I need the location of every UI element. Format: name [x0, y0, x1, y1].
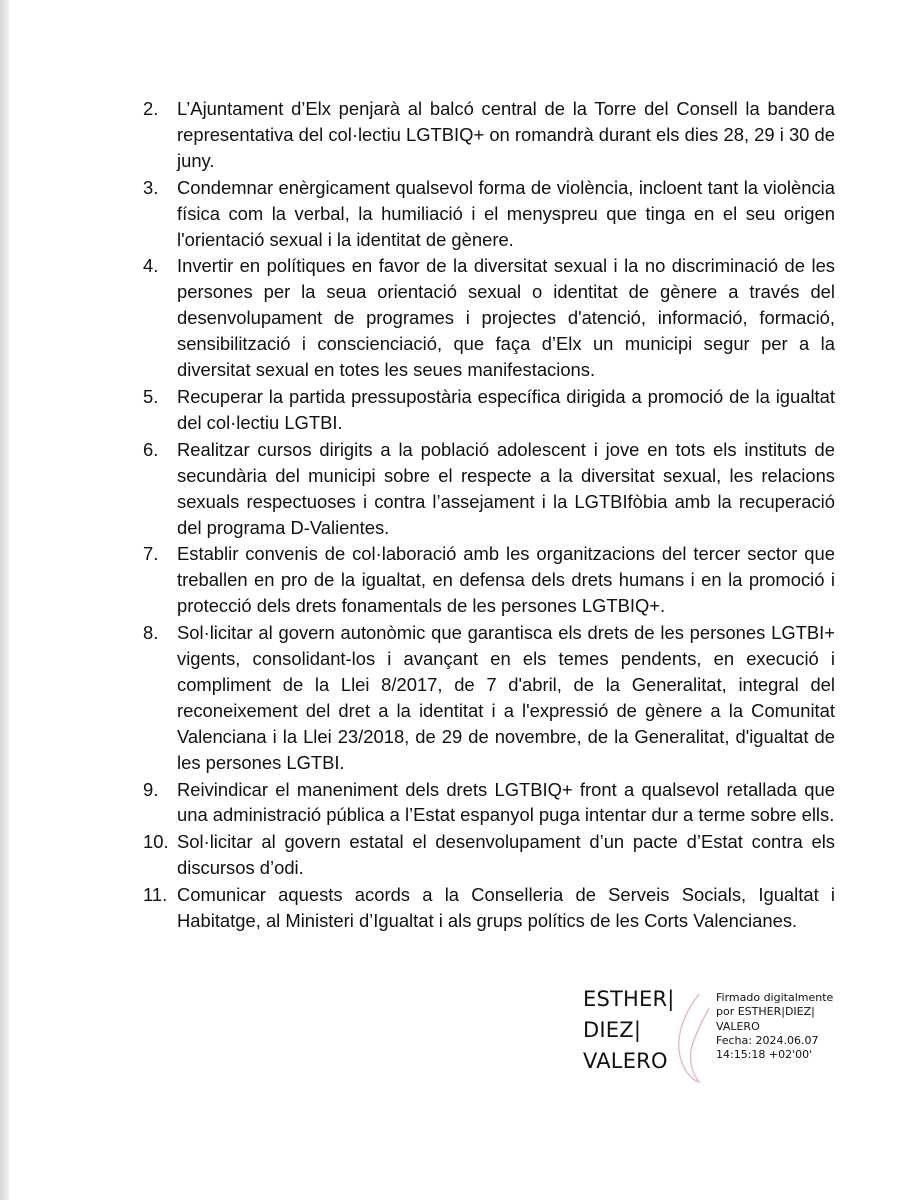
item-number: 8. — [143, 622, 159, 644]
list-item — [143, 253, 835, 383]
item-number: 6. — [143, 438, 159, 460]
item-text: Reivindicar el maneniment dels drets LGTBIQ+ front a qualsevol retallada que una administració pública a l’Estat espanyol puga intentar dur a terme sobre ells. — [177, 778, 835, 826]
list-item — [143, 437, 835, 541]
item-number: 10. — [143, 831, 169, 853]
signature-detail-line: 14:15:18 +02'00' — [716, 1048, 813, 1062]
page-edge — [0, 0, 9, 1200]
digital-signature — [583, 984, 853, 1084]
item-number: 5. — [143, 385, 159, 407]
list-item — [143, 384, 835, 436]
item-text: Condemnar enèrgicament qualsevol forma de violència, incloent tant la violència física com la verbal, la humiliació i el menyspreu que tinga en el seu origen l'orientació sexual i la identitat de gènere. — [177, 176, 835, 250]
item-text: Sol·licitar al govern estatal el desenvolupament d’un pacte d’Estat contra els discursos d’odi. — [177, 831, 835, 879]
signer-name — [583, 984, 675, 1077]
item-text: L’Ajuntament d’Elx penjarà al balcó central de la Torre del Consell la bandera representativa del col·lectiu LGTBIQ+ on romandrà durant els dies 28, 29 i 30 de juny. — [177, 98, 835, 171]
list-item — [143, 882, 835, 934]
item-text: Establir convenis de col·laboració amb les organitzacions del tercer sector que treballen en pro de la igualtat, en defensa dels drets humans i en la promoció i protecció dels drets fonamentals de les persones LGTBIQ+. — [177, 543, 835, 617]
item-text: Sol·licitar al govern autonòmic que garantisca els drets de les persones LGTBI+ vigents, consolidant-los i avançant en els temes pendents, en execució i compliment de la Llei 8/2017, de 7 d'abril, de la Generalitat, integral del reconeixement del dret a la identitat i a l'expressió de gènere a la Comunitat Valenciana i la Llei 23/2018, de 29 de novembre, de la Generalitat, d'igualtat de les persones LGTBI. — [177, 622, 835, 773]
list-item — [143, 777, 835, 829]
list-item — [143, 96, 835, 174]
signature-detail-line: Firmado digitalmente — [716, 991, 834, 1004]
signer-name-line: VALERO — [583, 1049, 668, 1073]
item-number: 9. — [143, 778, 159, 800]
signature-mark-icon — [669, 990, 715, 1084]
signer-name-line: ESTHER| — [583, 987, 675, 1011]
item-text: Recuperar la partida pressupostària específica dirigida a promoció de la igualtat del col·lectiu LGTBI. — [177, 385, 835, 433]
item-text: Invertir en polítiques en favor de la diversitat sexual i la no discriminació de les persones per la seua orientació sexual o identitat de gènere a través del desenvolupament de programes i projectes d'atenció, informació, formació, sensibilització i conscienciació, que faça d’Elx un municipi segur per a la diversitat sexual en totes les seues manifestacions. — [177, 255, 835, 381]
signature-details — [716, 991, 833, 1062]
item-number: 3. — [143, 176, 159, 198]
list-item — [143, 829, 835, 881]
item-text: Comunicar aquests acords a la Conselleria de Serveis Socials, Igualtat i Habitatge, al Ministeri d’Igualtat i als grups polítics de les Corts Valencianes. — [177, 884, 835, 932]
signature-detail-line: por ESTHER|DIEZ| — [716, 1005, 815, 1019]
item-number: 4. — [143, 255, 159, 277]
signer-name-line: DIEZ| — [583, 1018, 642, 1042]
agreement-list — [143, 96, 835, 935]
item-text: Realitzar cursos dirigits a la població adolescent i jove en tots els instituts de secundària del municipi sobre el respecte a la diversitat sexual, les relacions sexuals respectuoses i contra l’assejament i la LGTBIfòbia amb la recuperació del programa D-Valientes. — [177, 438, 835, 538]
list-item — [143, 620, 835, 775]
signature-detail-line: VALERO — [716, 1019, 760, 1033]
item-number: 2. — [143, 98, 159, 119]
list-item — [143, 175, 835, 253]
signature-detail-line: Fecha: 2024.06.07 — [716, 1033, 819, 1047]
item-number: 7. — [143, 543, 159, 565]
list-item — [143, 541, 835, 619]
item-number: 11. — [143, 884, 168, 906]
